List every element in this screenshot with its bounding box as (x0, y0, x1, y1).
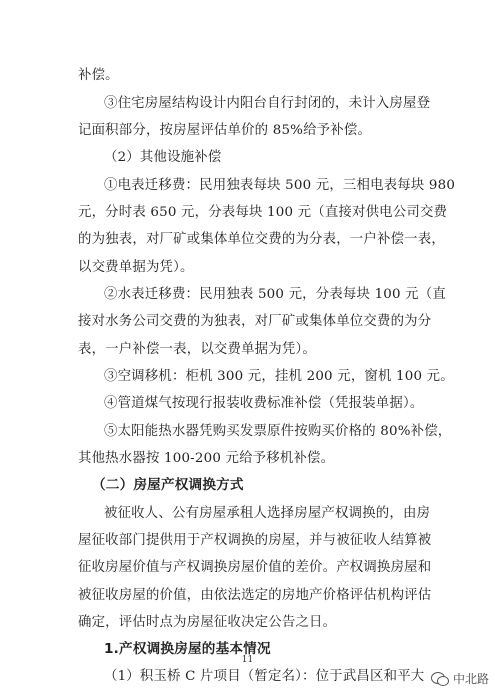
text-line: （1）积玉桥 C 片项目（暂定名）：位于武昌区和平大 (104, 669, 425, 684)
wechat-icon (431, 672, 449, 686)
watermark-text: 中北路 (452, 672, 489, 686)
section-subheading: （2）其他设施补偿 (104, 150, 222, 165)
text-line: ⑤太阳能热水器凭购买发票原件按购买价格的 80%补偿， (104, 424, 452, 439)
text-line: 的为独表，对厂矿或集体单位交费的为分表，一户补偿一表， (78, 232, 445, 247)
section-heading: 1.产权调换房屋的基本情况 (104, 641, 271, 657)
text-line: 征收房屋价值与产权调换房屋价值的差价。产权调换房屋和 (78, 560, 432, 575)
text-line: 其他热水器按 100-200 元给予移机补偿。 (78, 451, 335, 466)
text-line: ③住宅房屋结构设计内阳台自行封闭的，未计入房屋登 (104, 96, 431, 111)
text-line: 以交费单据为凭）。 (78, 260, 194, 275)
text-line: 表，一户补偿一表，以交费单据为凭）。 (78, 342, 316, 357)
watermark (431, 670, 489, 687)
section-heading: （二）房屋产权调换方式 (92, 477, 244, 493)
text-line: 元，分时表 650 元，分表每块 100 元（直接对供电公司交费 (78, 205, 448, 220)
text-line: 屋征收部门提供用于产权调换的房屋，并与被征收人结算被 (78, 533, 432, 548)
text-line: 记面积部分，按房屋评估单价的 85%给予补偿。 (78, 123, 372, 138)
text-line: ②水表迁移费：民用独表 500 元，分表每块 100 元（直 (104, 287, 446, 302)
text-line: ①电表迁移费：民用独表每块 500 元，三相电表每块 980 (104, 178, 456, 193)
text-line: ④管道煤气按现行报装收费标准补偿（凭报装单据）。 (104, 396, 424, 411)
text-line: 接对水务公司交费的为独表，对厂矿或集体单位交费的为分 (78, 314, 432, 329)
text-line: 确定，评估时点为房屋征收决定公告之日。 (78, 615, 337, 630)
text-line: ③空调移机：柜机 300 元，挂机 200 元，窗机 100 元。 (104, 369, 454, 384)
text-line: 被征收房屋的价值，由依法选定的房地产价格评估机构评估 (78, 588, 432, 603)
text-line: 被征收人、公有房屋承租人选择房屋产权调换的，由房 (104, 506, 431, 521)
text-line: 补偿。 (78, 68, 119, 83)
page-number: 11 (241, 655, 254, 665)
